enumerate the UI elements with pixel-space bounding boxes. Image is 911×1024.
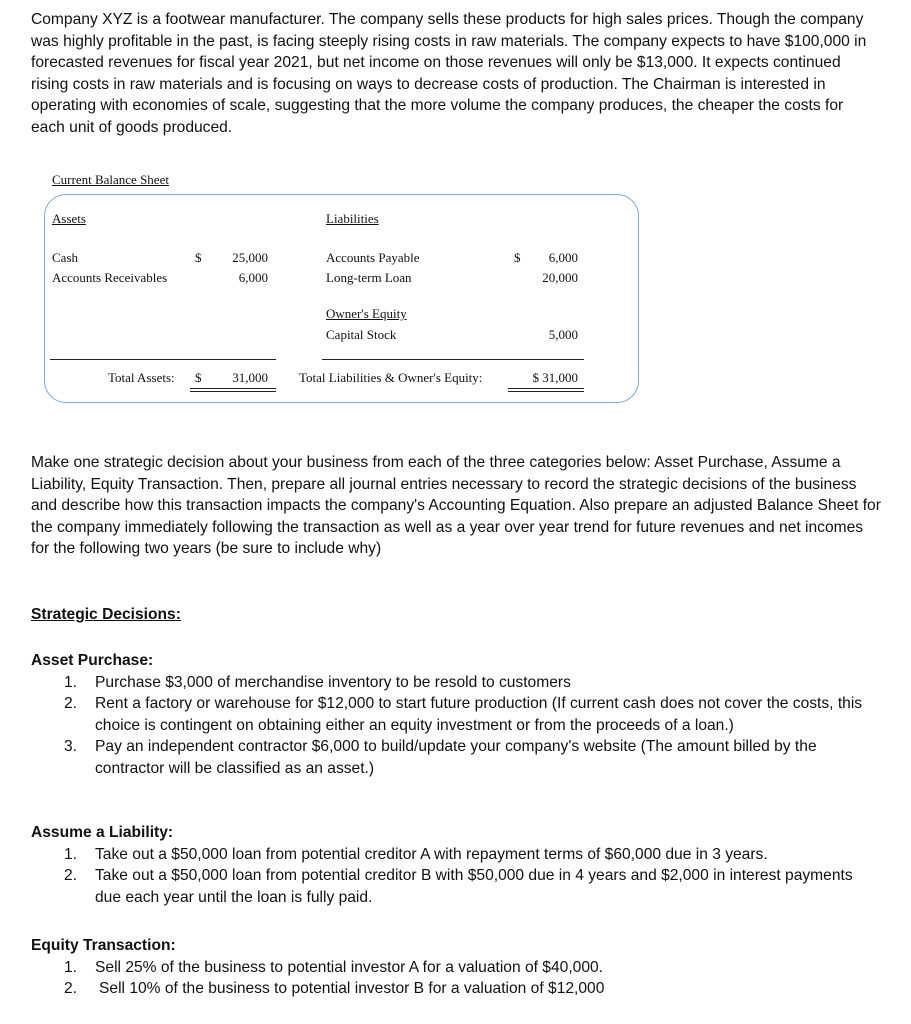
item-text: Pay an independent contractor $6,000 to build/update your company's website (The amount billed by the contractor will be classified as an asset.) xyxy=(95,738,817,777)
item-text: Take out a $50,000 loan from potential creditor A with repayment terms of $60,000 due in 3 years. xyxy=(95,845,768,863)
liability-section xyxy=(0,822,880,908)
asset-cash-value: 25,000 xyxy=(232,250,268,265)
liability-payable-value: 6,000 xyxy=(548,250,578,265)
total-assets-currency: $ xyxy=(195,370,202,385)
item-text: Purchase $3,000 of merchandise inventory to be resold to customers xyxy=(95,673,571,691)
list-item xyxy=(0,693,880,736)
strategic-decisions-title: Strategic Decisions: xyxy=(31,606,181,623)
total-le-label: Total Liabilities & Owner's Equity: xyxy=(299,370,483,385)
instructions-paragraph: Make one strategic decision about your business from each of the three categories below: Asset Purchase, Assume a Liability, Equity Transaction. Then, prepare all journal entries necessary to record the strategic decisions of the business and describe how this transaction impacts the company's Accounting Equation. Also prepare an adjusted Balance Sheet for the company immediately following the transaction as well as a year over year trend for future revenues and net incomes for the following two years (be sure to include why) xyxy=(31,454,881,558)
liability-loan-value: 20,000 xyxy=(542,270,578,285)
equity-transaction-title: Equity Transaction: xyxy=(31,937,176,954)
liabilities-header: Liabilities xyxy=(326,211,379,226)
assets-rule xyxy=(50,359,276,360)
item-text: Sell 25% of the business to potential investor A for a valuation of $40,000. xyxy=(95,958,603,976)
equity-transaction-section xyxy=(0,935,880,1000)
item-text: Sell 10% of the business to potential investor B for a valuation of $12,000 xyxy=(99,980,605,998)
item-number: 1. xyxy=(64,673,78,691)
total-le-double-rule-2 xyxy=(508,391,584,392)
item-number: 2. xyxy=(64,867,78,885)
list-item xyxy=(0,978,880,1000)
list-item xyxy=(0,957,880,979)
equity-header: Owner's Equity xyxy=(326,306,407,321)
item-text: Rent a factory or warehouse for $12,000 to start future production (If current cash does not cover the costs, this choice is contingent on obtaining either an equity investment or from the proceeds of a loan.) xyxy=(95,695,863,734)
total-assets-label: Total Assets: xyxy=(108,370,175,385)
list-item xyxy=(0,844,880,866)
asset-cash-label: Cash xyxy=(52,250,78,265)
liability-payable-currency: $ xyxy=(514,250,521,265)
asset-purchase-section xyxy=(0,650,880,780)
total-assets-value: 31,000 xyxy=(232,370,268,385)
asset-cash-currency: $ xyxy=(195,250,202,265)
asset-receivables-value: 6,000 xyxy=(238,270,268,285)
liabilities-rule xyxy=(322,359,584,360)
total-assets-double-rule-2 xyxy=(190,391,276,392)
equity-capital-value: 5,000 xyxy=(548,327,578,342)
assets-header: Assets xyxy=(52,211,86,226)
total-assets-double-rule-1 xyxy=(190,388,276,389)
total-le-double-rule-1 xyxy=(508,388,584,389)
asset-receivables-label: Accounts Receivables xyxy=(52,270,168,285)
total-le-value: $ 31,000 xyxy=(532,370,578,385)
list-item xyxy=(0,865,880,908)
liability-payable-label: Accounts Payable xyxy=(326,250,420,265)
liability-title: Assume a Liability: xyxy=(31,824,174,841)
item-number: 1. xyxy=(64,958,78,976)
item-number: 2. xyxy=(64,980,78,998)
list-item xyxy=(0,672,880,694)
item-text: Take out a $50,000 loan from potential creditor B with $50,000 due in 4 years and $2,000 in interest payments due each year until the loan is fully paid. xyxy=(95,867,853,906)
item-number: 1. xyxy=(64,845,78,863)
balance-sheet-title: Current Balance Sheet xyxy=(52,172,169,187)
item-number: 2. xyxy=(64,695,78,713)
equity-capital-label: Capital Stock xyxy=(326,327,397,342)
asset-purchase-title: Asset Purchase: xyxy=(31,652,154,669)
item-number: 3. xyxy=(64,738,78,756)
intro-paragraph: Company XYZ is a footwear manufacturer. The company sells these products for high sales prices. Though the company was highly profitable in the past, is facing steeply rising costs in raw materials. The company expects to have $100,000 in forecasted revenues for fiscal year 2021, but net income on those revenues will only be $13,000. It expects continued rising costs in raw materials and is focusing on ways to decrease costs of production. The Chairman is interested in operating with economies of scale, suggesting that the more volume the company produces, the cheaper the costs for each unit of goods produced. xyxy=(31,11,867,136)
list-item xyxy=(0,736,880,779)
liability-loan-label: Long-term Loan xyxy=(326,270,412,285)
